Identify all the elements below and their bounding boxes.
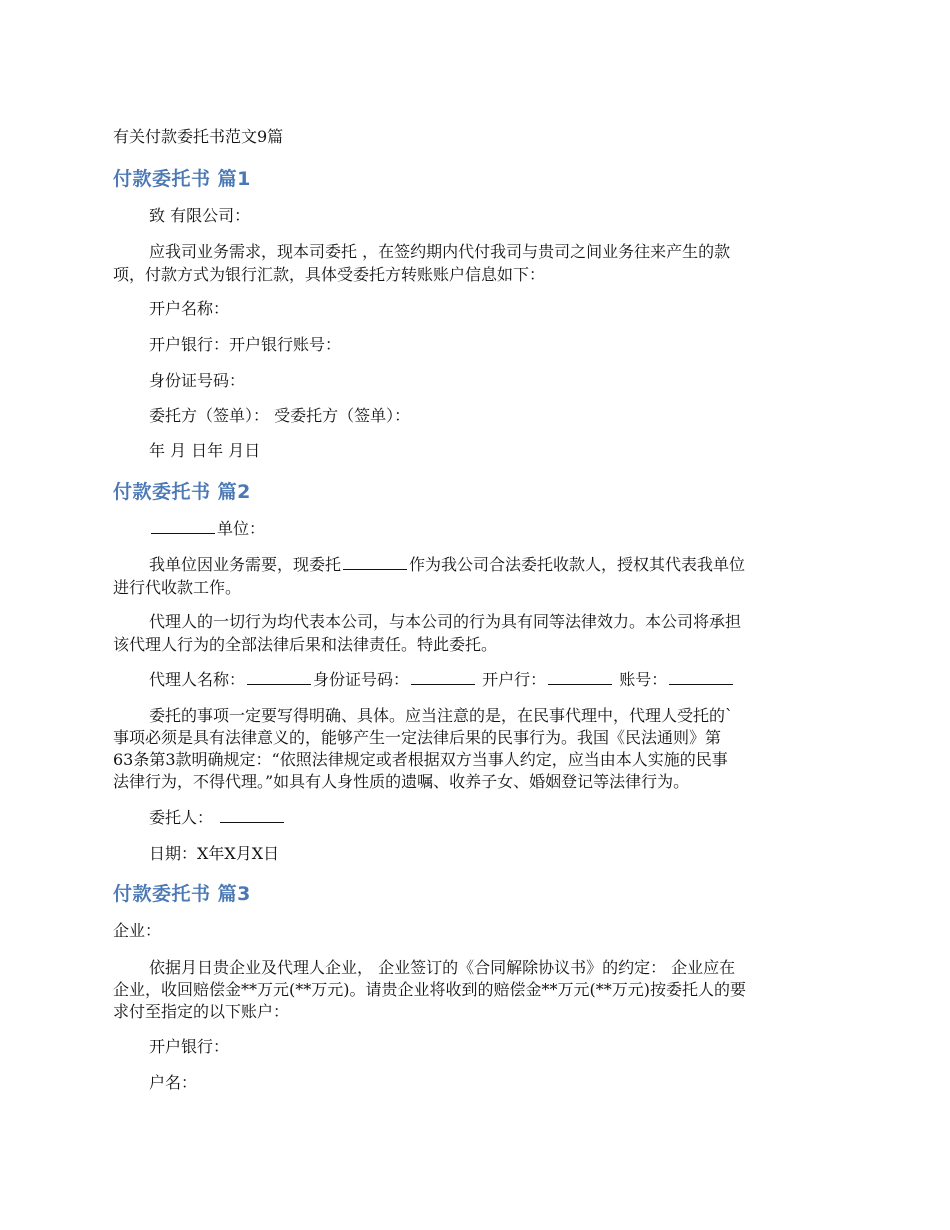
section-heading-2: 付款委托书 篇2 <box>113 481 251 503</box>
section-heading-3: 付款委托书 篇3 <box>113 883 251 905</box>
paragraph: 日期：X年X月X日 <box>149 844 280 863</box>
paragraph: 户名： <box>149 1073 198 1092</box>
paragraph: 开户银行：开户银行账号： <box>149 335 342 354</box>
section-heading-1: 付款委托书 篇1 <box>113 168 251 190</box>
paragraph: 单位： <box>113 518 843 540</box>
blank-line <box>343 554 407 570</box>
paragraph: 委托的事项一定要写得明确、具体。应当注意的是，在民事代理中，代理人受托的` <box>149 706 734 725</box>
paragraph: 项，付款方式为银行汇款，具体受委托方转账账户信息如下： <box>113 265 546 284</box>
paragraph: 委托人： <box>113 807 843 829</box>
paragraph: 企业： <box>113 921 162 940</box>
paragraph: 年 月 日年 月日 <box>149 441 261 460</box>
paragraph: 企业，收回赔偿金**万元(**万元)。请贵企业将收到的赔偿金**万元(**万元)按委托人的要 <box>113 980 746 999</box>
blank-line <box>220 807 284 823</box>
blank-line <box>247 669 311 685</box>
paragraph: 63条第3款明确规定：“依照法律规定或者根据双方当事人约定，应当由本人实施的民事 <box>113 750 728 769</box>
blank-line <box>411 669 475 685</box>
paragraph: 代理人名称： 身份证号码： 开户行： 账号： <box>113 669 843 691</box>
paragraph: 身份证号码： <box>149 371 246 390</box>
blank-line <box>151 518 215 534</box>
blank-line <box>548 669 612 685</box>
blank-line <box>669 669 733 685</box>
paragraph: 该代理人行为的全部法律后果和法律责任。特此委托。 <box>113 635 498 654</box>
paragraph: 应我司业务需求，现本司委托 ，在签约期内代付我司与贵司之间业务往来产生的款 <box>149 242 731 261</box>
paragraph: 法律行为，不得代理。”如具有人身性质的遗嘱、收养子女、婚姻登记等法律行为。 <box>113 772 690 791</box>
paragraph: 事项必须是具有法律意义的，能够产生一定法律后果的民事行为。我国《民法通则》第 <box>113 728 722 747</box>
paragraph: 开户名称： <box>149 299 230 318</box>
paragraph: 开户银行： <box>149 1037 230 1056</box>
paragraph: 代理人的一切行为均代表本公司，与本公司的行为具有同等法律效力。本公司将承担 <box>149 612 742 631</box>
paragraph: 委托方（签单）： 受委托方（签单）： <box>149 406 411 425</box>
paragraph: 进行代收款工作。 <box>113 578 242 597</box>
paragraph: 求付至指定的以下账户： <box>113 1002 290 1021</box>
document-title: 有关付款委托书范文9篇 <box>113 127 284 146</box>
paragraph: 致 有限公司： <box>149 206 251 225</box>
paragraph: 依据月日贵企业及代理人企业， 企业签订的《合同解除协议书》的约定： 企业应在 <box>149 958 736 977</box>
paragraph: 我单位因业务需要，现委托 作为我公司合法委托收款人，授权其代表我单位 <box>149 555 746 574</box>
